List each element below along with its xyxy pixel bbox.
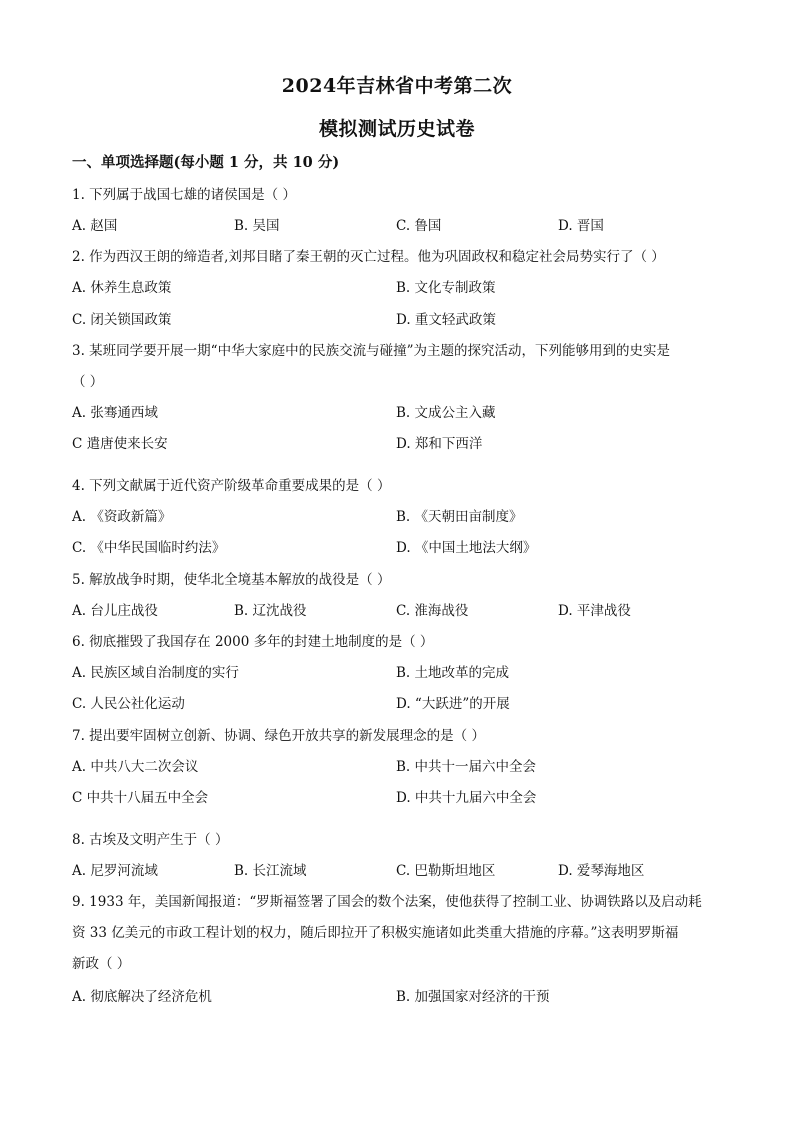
question-5-stem: 5. 解放战争时期，使华北全境基本解放的战役是（ ） — [72, 572, 391, 588]
question-9-stem: 9. 1933 年，美国新闻报道：“罗斯福签署了国会的数个法案，使他获得了控制工业、协调铁路以及启动耗 — [72, 894, 702, 910]
question-8-option-d: D. 爱琴海地区 — [558, 863, 645, 879]
question-1-option-b: B. 吴国 — [234, 218, 280, 234]
question-9-stem-continued: 资 33 亿美元的市政工程计划的权力，随后即拉开了积极实施诸如此类重大措施的序幕。”这表明罗斯福 — [72, 925, 679, 941]
question-1-option-a: A. 赵国 — [72, 218, 118, 234]
question-7-stem: 7. 提出要牢固树立创新、协调、绿色开放共享的新发展理念的是（ ） — [72, 728, 485, 744]
question-8-option-b: B. 长江流域 — [234, 863, 307, 879]
question-9-option-b: B. 加强国家对经济的干预 — [396, 989, 550, 1005]
question-7-option-c: C 中共十八届五中全会 — [72, 790, 209, 806]
question-8-option-a: A. 尼罗河流域 — [72, 863, 158, 879]
question-2-option-a: A. 休养生息政策 — [72, 280, 172, 296]
question-1-option-c: C. 鲁国 — [396, 218, 442, 234]
question-4-stem: 4. 下列文献属于近代资产阶级革命重要成果的是（ ） — [72, 478, 391, 494]
exam-title-line2: 模拟测试历史试卷 — [318, 118, 475, 140]
section-heading: 一、单项选择题(每小题 1 分，共 10 分) — [72, 154, 340, 171]
question-7-option-b: B. 中共十一届六中全会 — [396, 759, 537, 775]
question-5-option-a: A. 台儿庄战役 — [72, 603, 158, 619]
question-6-option-c: C. 人民公社化运动 — [72, 696, 185, 712]
question-9-option-a: A. 彻底解决了经济危机 — [72, 989, 212, 1005]
question-2-option-b: B. 文化专制政策 — [396, 280, 496, 296]
question-7-option-a: A. 中共八大二次会议 — [72, 759, 199, 775]
question-6-option-a: A. 民族区域自治制度的实行 — [72, 665, 239, 681]
question-3-stem-continued: （ ） — [72, 374, 104, 390]
question-5-option-d: D. 平津战役 — [558, 603, 631, 619]
question-6-option-b: B. 土地改革的完成 — [396, 665, 510, 681]
question-4-option-a: A. 《资政新篇》 — [72, 509, 172, 525]
question-4-option-c: C. 《中华民国临时约法》 — [72, 540, 226, 556]
question-3-stem: 3. 某班同学要开展一期“中华大家庭中的民族交流与碰撞”为主题的探究活动，下列能够用到的史实是 — [72, 343, 670, 359]
question-1-option-d: D. 晋国 — [558, 218, 604, 234]
question-2-option-c: C. 闭关锁国政策 — [72, 312, 172, 328]
question-2-option-d: D. 重文轻武政策 — [396, 312, 496, 328]
question-5-option-b: B. 辽沈战役 — [234, 603, 307, 619]
question-4-option-b: B. 《天朝田亩制度》 — [396, 509, 523, 525]
question-4-option-d: D. 《中国土地法大纲》 — [396, 540, 537, 556]
question-1-stem: 1. 下列属于战国七雄的诸侯国是（ ） — [72, 187, 296, 203]
question-3-option-a: A. 张骞通西域 — [72, 405, 158, 421]
question-3-option-d: D. 郑和下西洋 — [396, 436, 483, 452]
question-8-stem: 8. 古埃及文明产生于（ ） — [72, 832, 229, 848]
question-6-stem: 6. 彻底摧毁了我国存在 2000 多年的封建土地制度的是（ ） — [72, 634, 434, 650]
question-7-option-d: D. 中共十九届六中全会 — [396, 790, 537, 806]
question-9-stem-continued-2: 新政（ ） — [72, 956, 131, 972]
question-2-stem: 2. 作为西汉王朗的缔造者,刘邦目睹了秦王朝的灭亡过程。他为巩固政权和稳定社会局势实行了（ ） — [72, 249, 665, 265]
question-3-option-b: B. 文成公主入藏 — [396, 405, 496, 421]
question-8-option-c: C. 巴勒斯坦地区 — [396, 863, 496, 879]
exam-title-line1: 2024年吉林省中考第二次 — [281, 75, 513, 97]
question-5-option-c: C. 淮海战役 — [396, 603, 469, 619]
question-3-option-c: C 遣唐使来长安 — [72, 436, 168, 452]
question-6-option-d: D. “大跃进”的开展 — [396, 696, 510, 712]
